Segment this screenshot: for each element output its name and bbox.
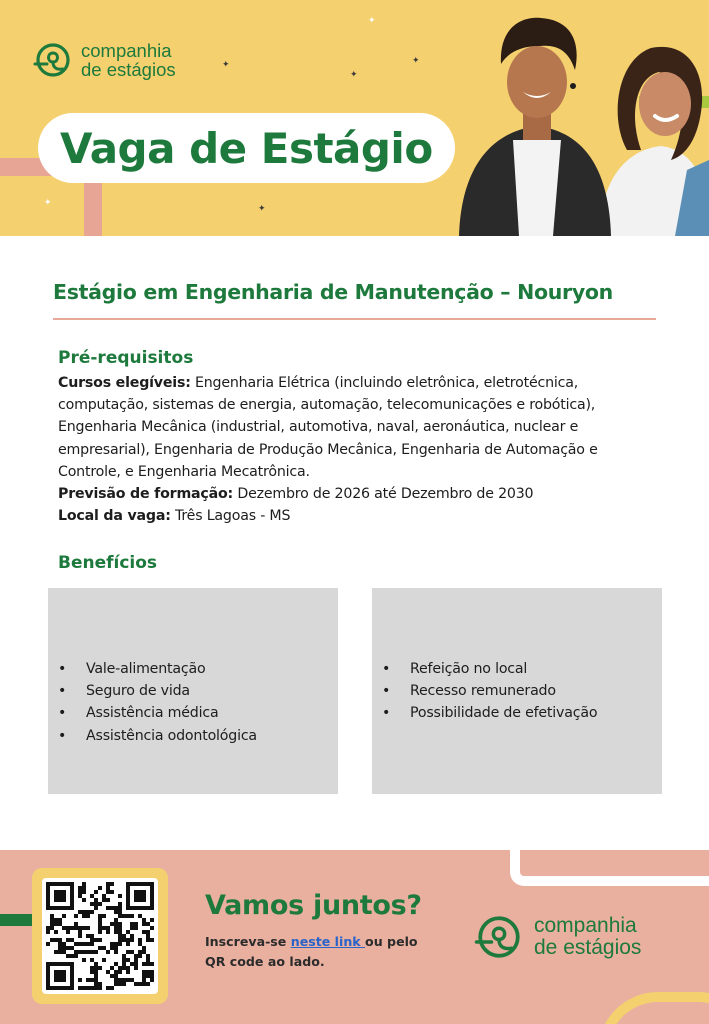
footer (0, 850, 709, 1024)
list-item: • Assistência odontológica (58, 725, 257, 747)
page-title: Vaga de Estágio (60, 123, 433, 173)
brand-wordmark (534, 915, 641, 959)
brand-name-line2: de estágios (534, 936, 642, 959)
benefits-list-right (382, 658, 597, 725)
qr-finder-center (54, 970, 66, 982)
benefits-list-left (58, 658, 257, 747)
cta-prefix: Inscreva-se (205, 934, 291, 949)
list-item: • Assistência médica (58, 702, 257, 724)
qr-code-frame[interactable] (32, 868, 168, 1004)
decorative-green-line (0, 914, 32, 926)
qr-finder-center (134, 890, 146, 902)
cta-suffix: ou pelo QR code ao lado. (205, 934, 418, 969)
decorative-arc (598, 992, 709, 1024)
brand-name-line1: companhia (81, 39, 172, 61)
location-paragraph (58, 505, 658, 527)
brand-logo[interactable] (33, 40, 176, 80)
cta-text (205, 932, 425, 972)
courses-text: Engenharia Elétrica (incluindo eletrônica, eletrotécnica, computação, sistemas de energia, automação, telecomunicações e robótica), Engenharia Mecânica (industrial, automotiva, naval, aeronáutica, nuclear e empresarial), Engenharia de Produção Mecânica, Engenharia de Automação e Controle, e Engenharia Mecatrônica. (58, 375, 598, 480)
divider (53, 318, 656, 320)
benefits-box-right (372, 588, 662, 794)
requirements-body (58, 372, 658, 527)
location-label: Local da vaga: (58, 508, 171, 525)
list-item: • Vale-alimentação (58, 658, 257, 680)
list-item: • Possibilidade de efetivação (382, 702, 597, 724)
sparkle-icon: ✦ (412, 55, 420, 65)
list-item: • Seguro de vida (58, 680, 257, 702)
qr-finder-center (54, 890, 66, 902)
sparkle-icon: ✦ (350, 69, 358, 79)
brand-name-line2: de estágios (81, 59, 176, 80)
job-title: Estágio em Engenharia de Manutenção – Nouryon (53, 280, 613, 304)
sparkle-icon: ✦ (368, 15, 376, 25)
two-smiling-students-photo (389, 0, 709, 236)
brand-logo[interactable] (474, 912, 641, 962)
sparkle-icon: ✦ (258, 203, 266, 213)
brand-wordmark (81, 41, 176, 80)
sparkle-icon: ✦ (44, 197, 52, 207)
courses-label: Cursos elegíveis: (58, 375, 191, 391)
brand-name-line1: companhia (534, 913, 637, 937)
list-item: • Refeição no local (382, 658, 597, 680)
benefits-box-left (48, 588, 338, 794)
graduation-label: Previsão de formação: (58, 486, 234, 503)
cta-title: Vamos juntos? (205, 890, 422, 921)
qr-code-icon[interactable] (46, 882, 154, 990)
header-banner (0, 0, 709, 236)
graduation-paragraph (58, 483, 658, 505)
companhia-logo-icon (474, 912, 524, 962)
requirements-heading: Pré-requisitos (58, 348, 194, 368)
qr-code-background (42, 878, 158, 994)
graduation-text: Dezembro de 2026 até Dezembro de 2030 (233, 486, 534, 503)
decorative-corner (510, 850, 709, 886)
location-text: Três Lagoas - MS (170, 508, 291, 525)
benefits-heading: Benefícios (58, 553, 158, 573)
courses-paragraph (58, 372, 658, 483)
companhia-logo-icon (33, 40, 73, 80)
signup-link[interactable]: neste link (290, 934, 366, 949)
sparkle-icon: ✦ (222, 59, 230, 69)
list-item: • Recesso remunerado (382, 680, 597, 702)
